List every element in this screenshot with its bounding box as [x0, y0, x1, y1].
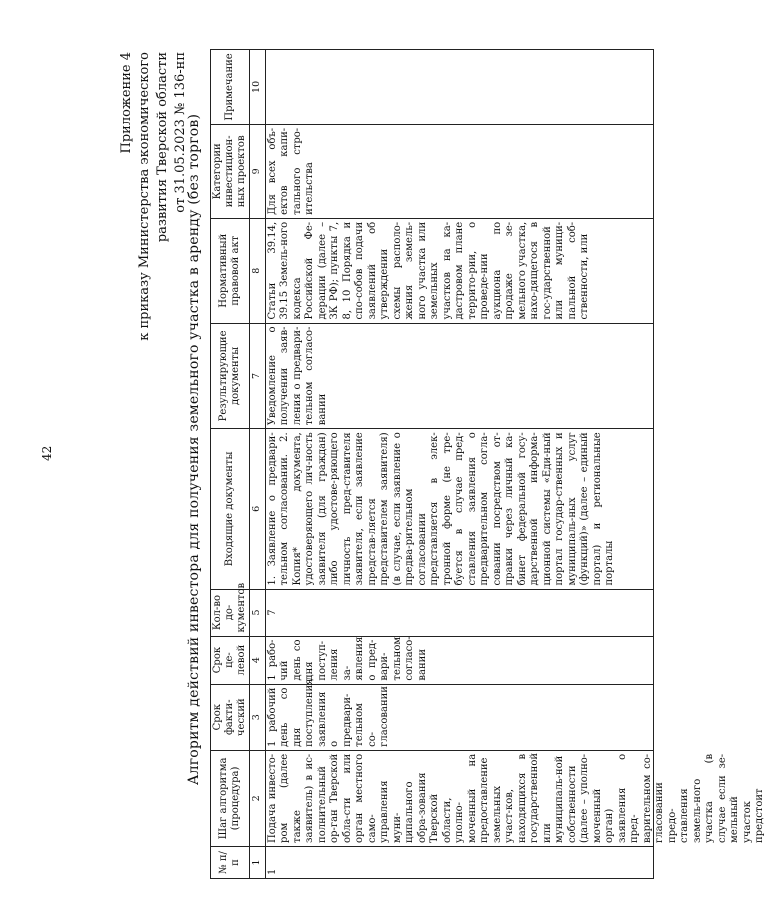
- row-number: [265, 846, 653, 878]
- column-number: 1: [250, 846, 266, 878]
- table-header-row: [211, 50, 250, 879]
- doc-count-cell: [265, 589, 653, 636]
- result-docs-cell: [265, 323, 653, 429]
- column-number: 9: [250, 124, 266, 218]
- cell-text: 1: [266, 868, 278, 875]
- cell-text: Статьи 39.14, 39.15 Земель-ного кодекса Российской Фе-дерации (далее – ЗК РФ); пункты 7, 8, 10 Порядка и спо-собов подачи заявлений об утверждении схемы располо-жения земель-ного участка или земельных участков на ка-дастровом плане террито-рии, о проведе-нии аукциона по продаже зе-мельного участка, нахо-дящегося в гос-ударственной или муници-пальной соб-ственности, или: [266, 221, 590, 320]
- cell-text: 1. Заявление о предвари-тельном согласовании. 2. Копия* документа, удостоверяющего лич-ность заявителя (для граждан) либо удостове-ряющего личность пред-ставителя заявителя, если заявление представ-ляется представителем заявителя) (в случае, если заявление о предва-рительном согласовании представляется в элек-тронной форме (не тре-буется в случае пред-ставления заявления о предварительном согла-совании посредством от-правки через личный ка-бинет федеральной госу-дарственной информа-ционной системы «Еди-ный портал государ-ственных и муниципаль-ных услуг (функций)» (далее – единый портал) и региональные порталы: [266, 432, 615, 586]
- column-number: 5: [250, 589, 266, 636]
- column-header: Шаг алгоритма (процедура): [211, 750, 250, 846]
- column-header: Входящие документы: [211, 429, 250, 589]
- column-header: № п/п: [211, 846, 250, 878]
- column-number-row: [250, 50, 266, 879]
- column-header: Примечание: [211, 50, 250, 125]
- input-docs-cell: [265, 429, 653, 589]
- column-header: Срок це-левой: [211, 636, 250, 684]
- fact-term-cell: [265, 678, 653, 750]
- category-cell: [265, 124, 653, 218]
- column-number: 6: [250, 429, 266, 589]
- column-number: 2: [250, 750, 266, 846]
- document-title: Алгоритм действий инвестора для получения земельного участка в аренду (без торгов): [186, 113, 202, 786]
- column-header: Результирующие документы: [211, 323, 250, 429]
- appendix-line: к приказу Министерства экономического: [137, 52, 152, 341]
- column-header: Кол-во до-кументов: [211, 589, 250, 636]
- appendix-header: [118, 52, 190, 482]
- target-term-cell: [265, 636, 653, 684]
- appendix-line: Приложение 4: [119, 52, 134, 154]
- appendix-line: развития Тверской области: [155, 52, 170, 243]
- column-number: 10: [250, 50, 266, 125]
- page-number: 42: [40, 445, 54, 461]
- column-number: 4: [250, 636, 266, 684]
- step-cell: [265, 750, 765, 846]
- column-number: 8: [250, 218, 266, 323]
- table-row: [265, 50, 653, 879]
- cell-text: [267, 53, 650, 121]
- column-number: 3: [250, 684, 266, 750]
- cell-text: 1 рабо-чий день со дня поступ-ления за-явления о пред-вари-тельном согласо-вании: [266, 636, 428, 681]
- appendix-line: от 31.05.2023 № 136-нп: [173, 52, 188, 213]
- cell-text: Подача инвесто-ром (далее также заявитель) в ис-полнительный ор-ган Тверской обла-сти или орган местного само-управления муни-ципального обра-зования Тверской области, уполно-моченный на предоставление земельных участ-ков, находящихся в государственной или муниципаль-ной собственности (далее – уполно-моченный орган) заявления о пред-варительном со-гласовании предо-ставления земель-ного участка (в случае если зе-мельный участок предстоит: [266, 752, 765, 843]
- column-header: Категории инвестицион-ных проектов: [211, 124, 250, 218]
- note-cell: [265, 50, 653, 125]
- column-header: Нормативный правовой акт: [211, 218, 250, 323]
- column-number: 7: [250, 323, 266, 429]
- algorithm-table: [210, 49, 765, 879]
- legal-act-cell: [265, 218, 653, 323]
- cell-text: 1 рабочий день со дня поступления заявления о предвари-тельном со-гласовании: [266, 678, 390, 747]
- column-header: Срок факти-ческий: [211, 684, 250, 750]
- cell-text: 7: [266, 609, 278, 616]
- cell-text: Уведомление о получении заяв-ления о предвари-тельном согласо-вании: [266, 326, 328, 426]
- cell-text: Для всех объ-ектов капи-тального стро-ительства: [266, 127, 315, 215]
